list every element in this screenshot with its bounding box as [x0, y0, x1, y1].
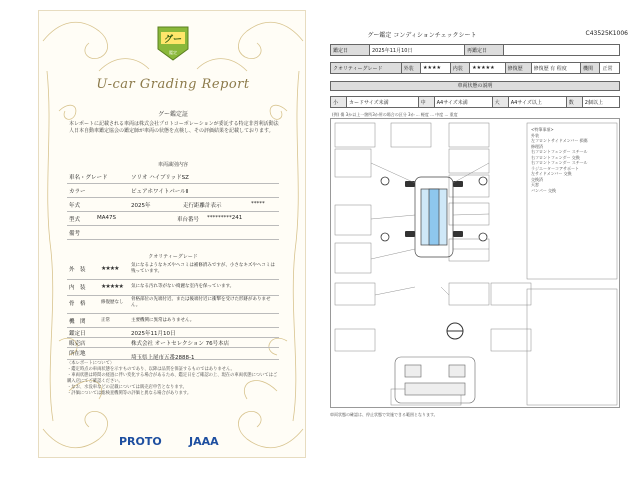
report-notes: 〈本レポートについて〉 ・鑑定時点の車両状態を示すものであり、以降は品質を保証するものではありません。 ・車両状態は時間の経過に伴い変化する場合があるため、鑑定日をご確認の上、現在の車両状態についてはご購入店にてご確認ください。 ・なお、水没車などの記載については販売店申告となります。 ・評価については総検査機関等の評価と異なる場合があります。 — [67, 361, 278, 396]
sheet-code: C43525K1006 — [585, 30, 628, 37]
goo-kantei-logo — [155, 23, 191, 63]
sheet-title: グー鑑定 コンディションチェックシート — [367, 32, 477, 39]
svg-text:グー: グー — [163, 35, 183, 45]
right-notes: <特筆事項> 外装 左フロントサイドメンバー 損傷 修理済 右フロントフェンダー スチール 右フロントフェンダー 交換 右フロントフェンダー スチール ラジエーターコアサポート 左サイドメンバー 交換 交換済 天窓 バンパー 交換 — [531, 127, 588, 193]
report-title: U-car Grading Report — [96, 77, 250, 92]
field-row: 備考 — [67, 225, 279, 240]
sheet-footer: 車両状態の確認は、停止状態で実施できる範囲となります。 — [330, 412, 438, 417]
field-row: 型式 MA47S 車台番号 *********241 — [67, 211, 279, 226]
car-diagram-frame — [330, 118, 620, 408]
vehicle-section-title: 車両識別内容 — [157, 162, 188, 168]
field-row: カラー ピュアホワイトパールⅡ — [67, 183, 279, 198]
grading-certificate — [38, 10, 306, 458]
quality-row-frame: 骨 格 修復歴なし 骨格部位の先端付近、または後端付近に衝撃を受けた形跡がありません。 — [67, 295, 279, 314]
report-intro: 本レポートに記載される車両は株式会社プロトコーポレーションが委託する特定非営利活動法人日本自動車鑑定協会の鑑定師が車両の状態を点検し、その評価結果を記載しております。 — [69, 121, 279, 134]
grade-table: クオリティーグレード 外装 ★★★★ 内装 ★★★★★ 修復歴 修復歴 有 程度 機関 正常 — [330, 62, 620, 74]
issue-row: 鑑定日 2025年11月10日 — [67, 327, 279, 338]
proto-logo: PROTO — [119, 435, 162, 448]
quality-section-title: クオリティーグレード — [148, 254, 198, 260]
issue-row: 所在地 埼玉県上尾市五番2888-1 — [67, 347, 279, 360]
legend-table: 小 カードサイズ未満 中 A4サイズ未満 大 A4サイズ以上 数 2個以上 — [330, 96, 620, 108]
legend-note: (例) 傷 3か以上一箇所3か所の場合の区分 3か ... 軽度 ... 中度 ... 重度 — [332, 112, 458, 117]
jaaa-logo: JAAA — [189, 435, 219, 448]
date-table: 鑑定日 2025年11月10日 再鑑定日 — [330, 44, 620, 56]
quality-row-exterior: 外 装 ★★★★ 気になるようなキズやヘコミは補修済みですが、小さなキズやヘコミは残っています。 — [67, 261, 279, 280]
issue-row: 販売店 株式会社 オートセレクション 76号本店 — [67, 337, 279, 348]
field-row: 車名・グレード ソリオ ハイブリッドSZ — [67, 169, 279, 184]
svg-text:鑑定: 鑑定 — [169, 50, 177, 55]
quality-row-engine: 機 関 正常 主要機関に異常はありません。 — [67, 313, 279, 328]
report-subtitle: グー鑑定証 — [157, 111, 188, 118]
legend-title: 車両状態の説明 — [330, 81, 620, 91]
quality-row-interior: 内 装 ★★★★★ 気になる汚れ等がない綺麗な室内を保っています。 — [67, 279, 279, 296]
footer-logos — [39, 431, 306, 455]
field-row: 年式 2025年 走行距離計表示 ***** — [67, 197, 279, 212]
